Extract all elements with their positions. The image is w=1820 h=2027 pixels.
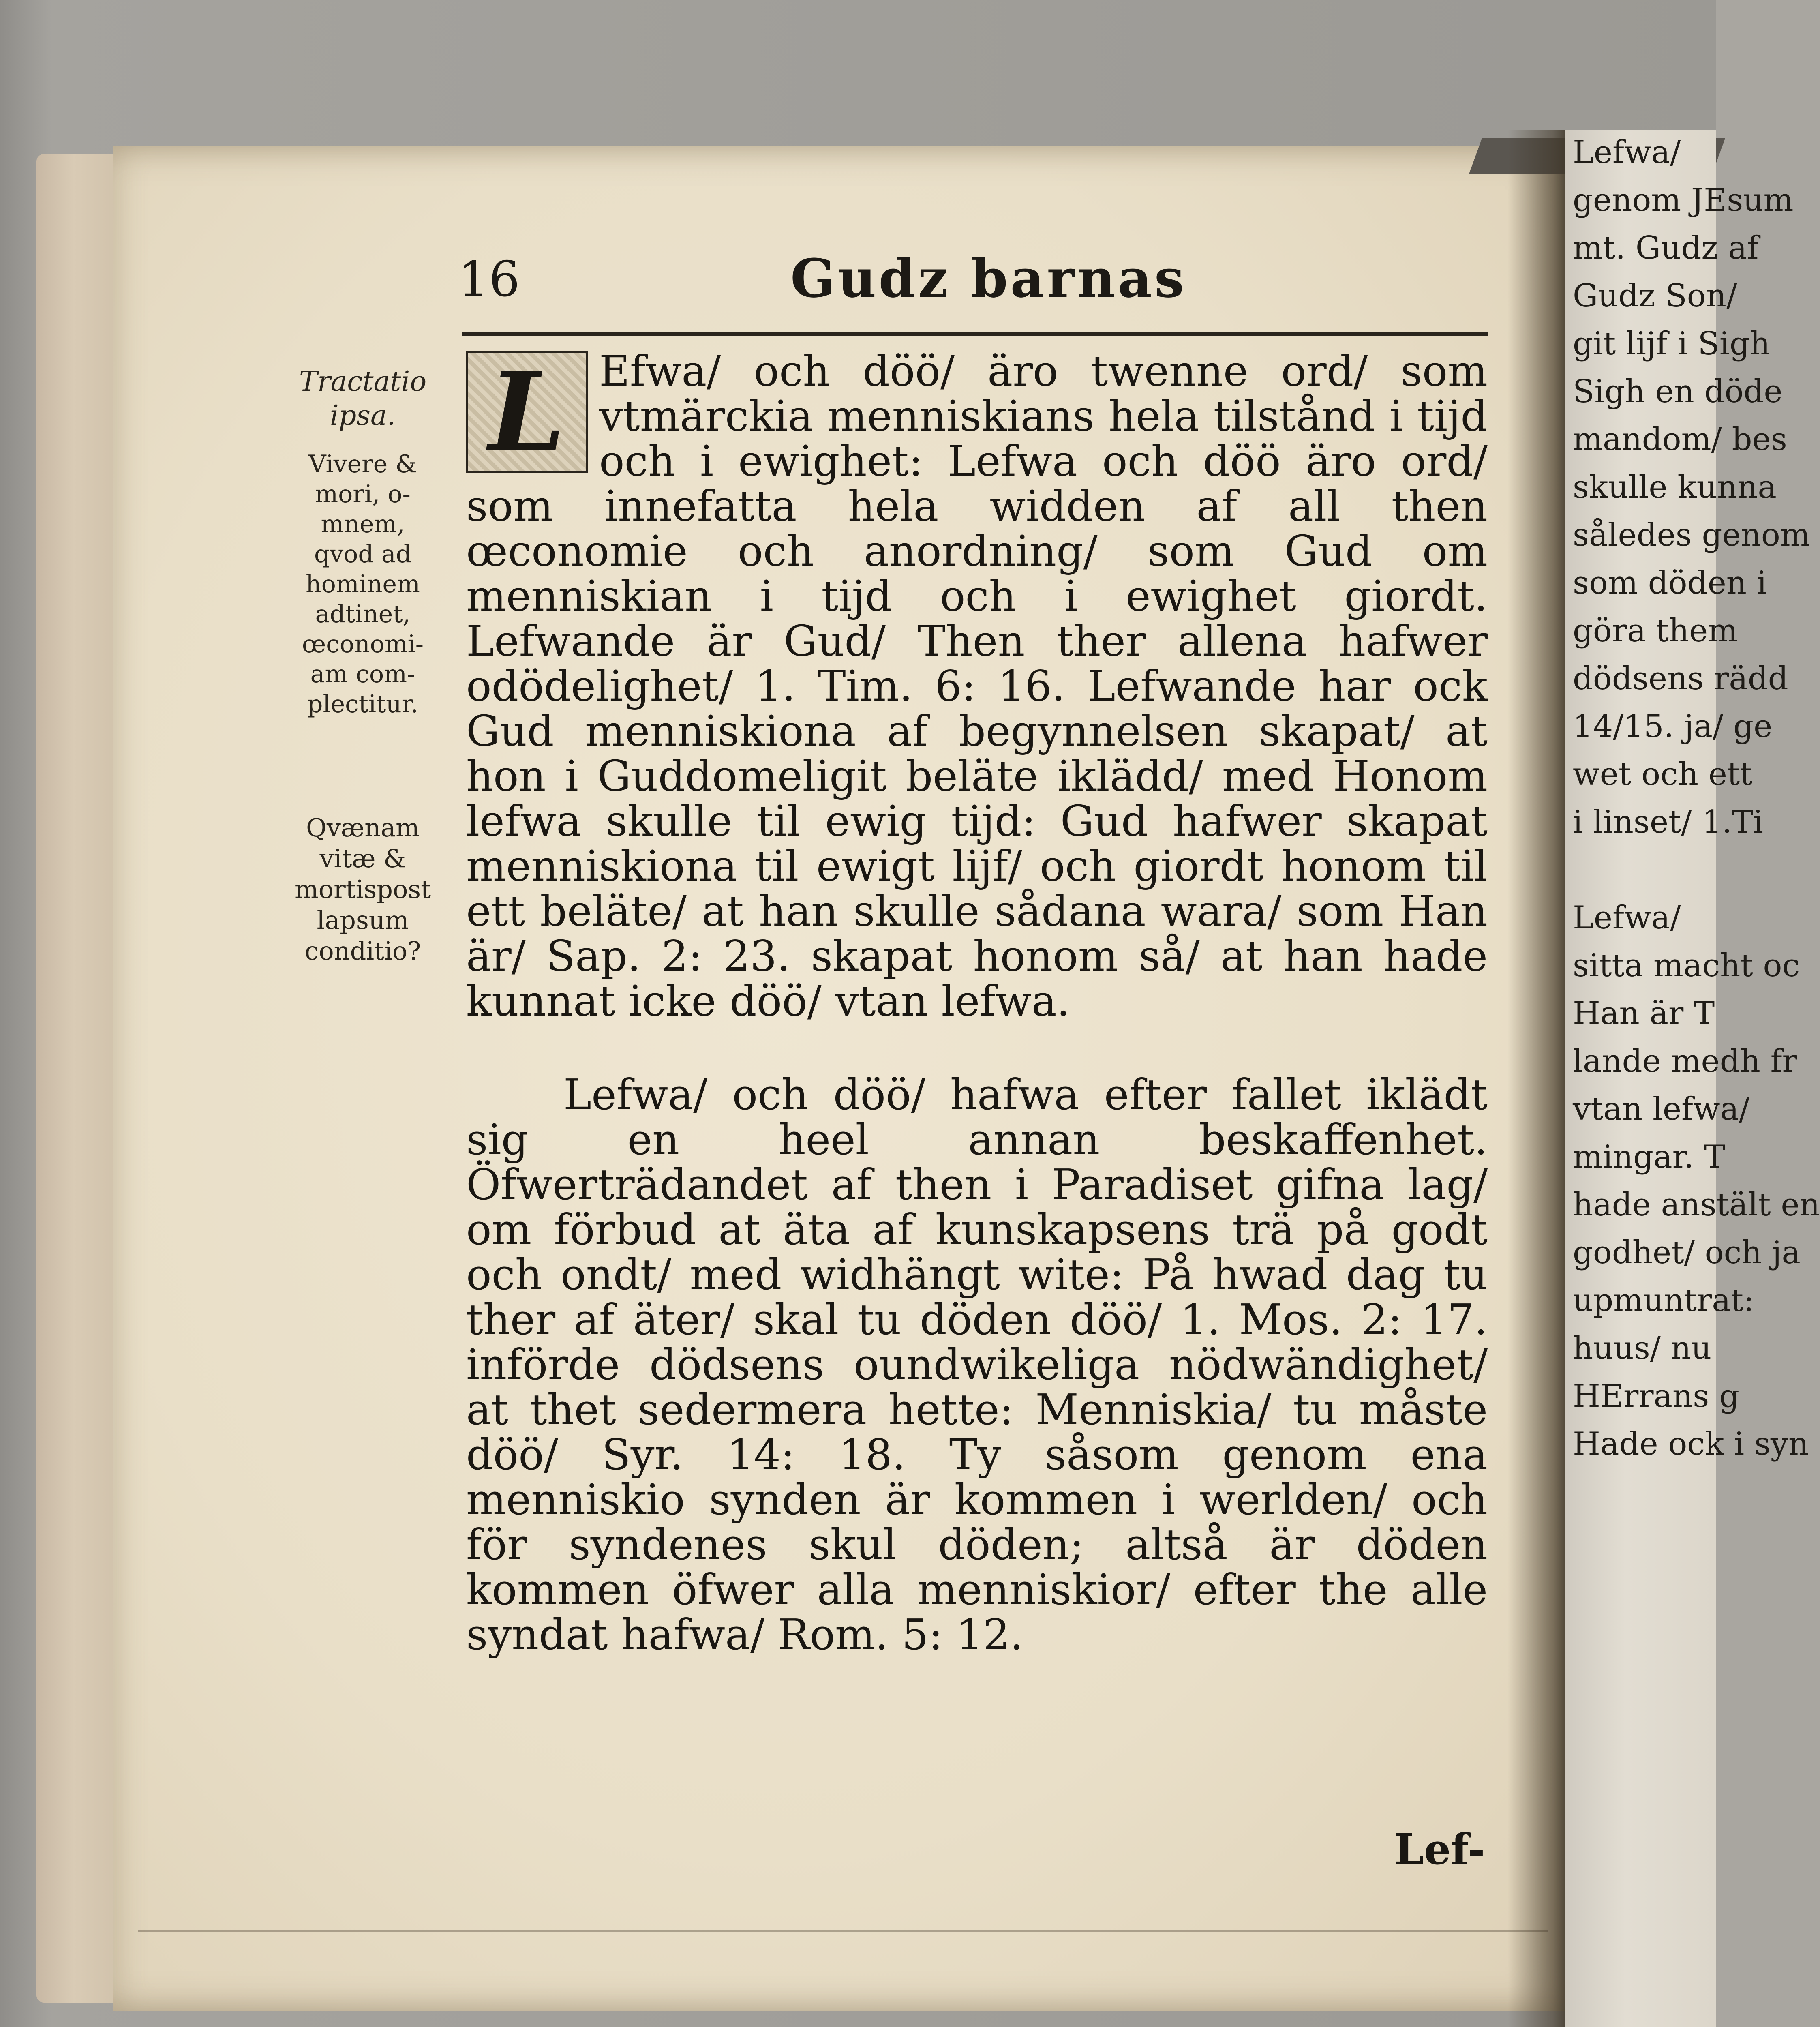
page-header	[458, 243, 1488, 324]
page-number: 16	[458, 251, 520, 308]
facing-page-line: vtan lefwa/	[1573, 1091, 1750, 1127]
paragraph-1: Efwa/ och döö/ äro twenne ord/ som vtmärckia menniskians hela tilstånd i tijd och i ewighet: Lefwa och döö äro ord/ som innefatta hela widden af all then œconomie och anordning/ som Gud om menniskian i tijd och i ewighet giordt. Lefwande är Gud/ Then ther allena hafwer odödelighet/ 1. Tim. 6: 16. Lefwande har ock Gud menniskiona af begynnelsen skapat/ at hon i Guddomeligit beläte iklädd/ med Honom lefwa skulle til ewig tijd: Gud hafwer skapat menniskiona til ewigt lijf/ och giordt honom til ett beläte/ at han skulle sådana wara/ som Han är/ Sap. 2: 23. skapat honom så/ at han hade kunnat icke döö/ vtan lefwa.	[466, 346, 1488, 1026]
margin-note-1-line: hominem	[306, 570, 420, 598]
facing-page-line: dödsens rädd	[1573, 660, 1788, 697]
margin-note-2-line: conditio?	[304, 936, 421, 966]
margin-note-2	[284, 812, 442, 966]
facing-page	[1565, 130, 1820, 2027]
facing-page-line: mandom/ bes	[1573, 421, 1787, 458]
facing-page-line: HErrans g	[1573, 1378, 1740, 1414]
margin-note-2-line: mortispost	[294, 874, 431, 904]
facing-page-line: Hade ock i syn	[1573, 1426, 1809, 1462]
margin-note-2-line: Qvænam	[306, 813, 420, 842]
facing-page-line: Lefwa/	[1573, 900, 1681, 936]
margin-note-1-line: mnem,	[321, 510, 405, 538]
facing-page-line: göra them	[1573, 613, 1738, 649]
facing-page-text	[1565, 130, 1820, 1469]
facing-page-line: skulle kunna	[1573, 469, 1777, 506]
paragraph-2: Lefwa/ och döö/ hafwa efter fallet iklädt sig en heel annan beskaffenhet. Öfwerträdandet af then i Paradiset gifna lag/ om förbud at äta af kunskapsens trä på godt och ondt/ med widhängt wite: På hwad dag tu ther af äter/ skal tu döden döö/ 1. Mos. 2: 17. införde dödsens oundwikeliga nödwändighet/ at thet sedermera hette: Menniskia/ tu måste döö/ Syr. 14: 18. Ty såsom genom ena menniskio synden är kommen i werlden/ och för syndenes skul döden; altså är döden kommen öfwer alla menniskior/ efter the alle syndat hafwa/ Rom. 5: 12.	[466, 1070, 1488, 1659]
margin-note-1-line: adtinet,	[315, 600, 411, 628]
facing-page-line: 14/15. ja/ ge	[1573, 708, 1773, 745]
facing-page-line	[1565, 847, 1716, 895]
facing-page-line: git lijf i Sigh	[1573, 326, 1771, 362]
margin-notes	[284, 365, 442, 966]
margin-note-1-line: mori, o-	[315, 480, 411, 508]
facing-page-line: Sigh en döde	[1573, 373, 1783, 410]
facing-page-line: lande medh fr	[1573, 1043, 1797, 1080]
main-text	[466, 346, 1488, 1659]
margin-note-1	[284, 449, 442, 719]
margin-note-1-line: œconomi-	[302, 630, 424, 658]
decorated-initial: L	[466, 351, 588, 473]
facing-page-line: huus/ nu	[1573, 1330, 1712, 1367]
margin-note-1-line: plectitur.	[307, 690, 418, 718]
facing-page-line: Lefwa/	[1573, 134, 1681, 171]
running-title: Gudz barnas	[790, 247, 1187, 309]
facing-page-line: i linset/ 1.Ti	[1573, 804, 1763, 840]
facing-page-line: godhet/ och ja	[1573, 1234, 1801, 1271]
margin-note-1-line: qvod ad	[314, 540, 412, 568]
facing-page-line: Gudz Son/	[1573, 278, 1737, 314]
facing-page-line: således genom	[1573, 517, 1810, 553]
margin-note-1-line: am com-	[310, 660, 415, 688]
margin-note-1-line: Vivere &	[308, 450, 417, 478]
header-rule	[462, 332, 1488, 336]
facing-page-line: hade anstält en	[1573, 1187, 1820, 1223]
margin-note-heading: Tractatio ipsa.	[299, 366, 427, 432]
margin-note-2-line: vitæ &	[319, 844, 406, 873]
catchword: Lef-	[1394, 1824, 1485, 1874]
facing-page-line: mt. Gudz af	[1573, 230, 1759, 266]
facing-page-line: som döden i	[1573, 565, 1767, 601]
facing-page-line: sitta macht oc	[1573, 947, 1800, 984]
facing-page-line: genom JEsum	[1573, 182, 1794, 219]
facing-page-line: Han är T	[1573, 995, 1715, 1032]
page-bottom-edge	[138, 1930, 1548, 1932]
margin-note-2-line: lapsum	[317, 905, 409, 935]
facing-page-line: upmuntrat:	[1573, 1282, 1754, 1319]
facing-page-line: mingar. T	[1573, 1139, 1725, 1175]
page-gutter	[1508, 130, 1573, 2027]
facing-page-line: wet och ett	[1573, 756, 1753, 793]
